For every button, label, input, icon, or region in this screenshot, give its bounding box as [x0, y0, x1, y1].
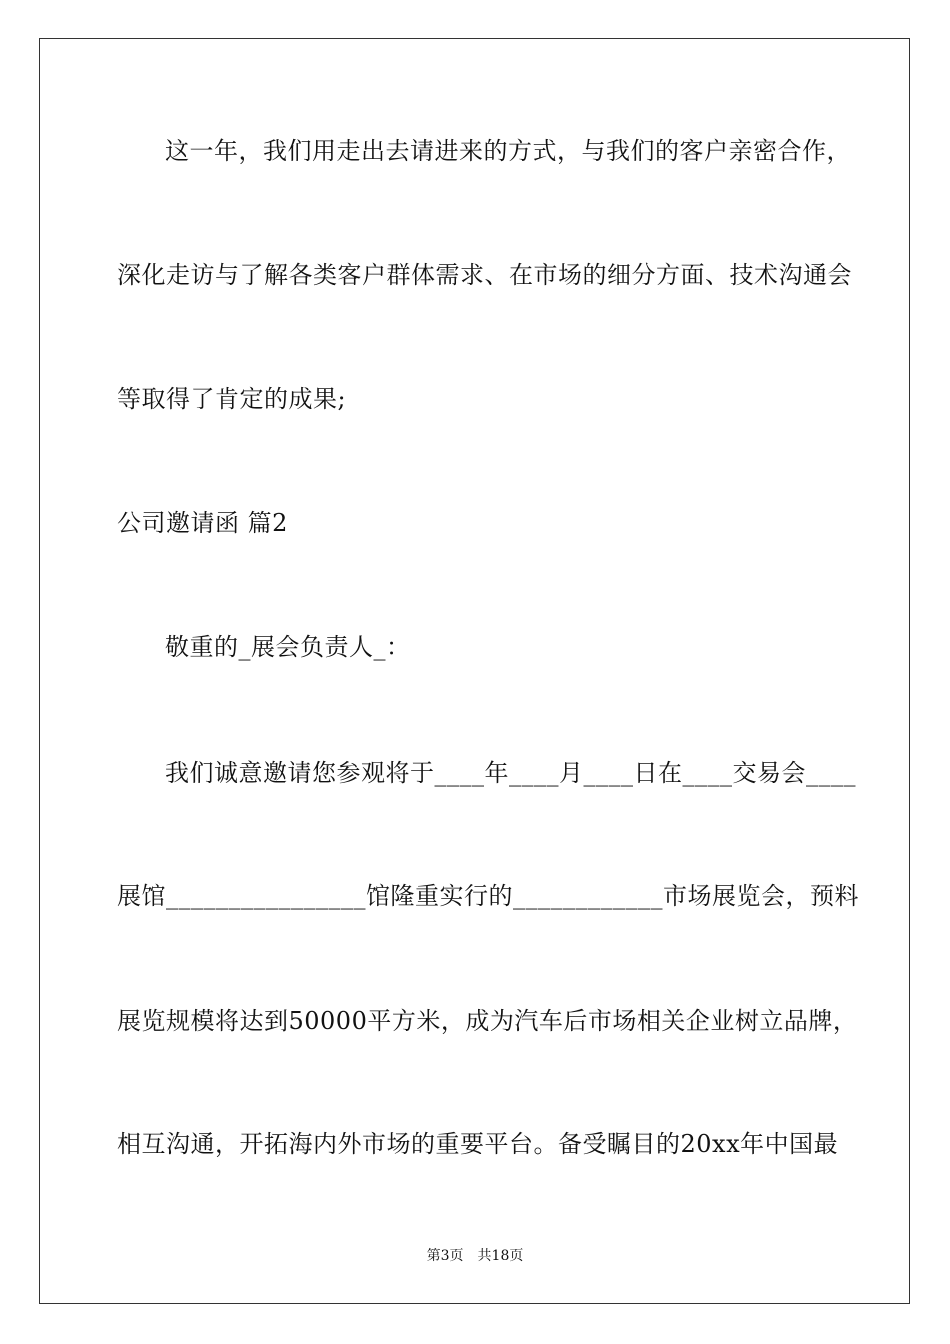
section-heading: 公司邀请函 篇2: [117, 509, 288, 537]
paragraph-line: 展览规模将达到50000平方米，成为汽车后市场相关企业树立品牌，: [117, 1007, 858, 1035]
page-number: 第3页: [426, 1248, 464, 1264]
paragraph-line: 深化走访与了解各类客户群体需求、在市场的细分方面、技术沟通会: [117, 261, 852, 289]
paragraph-line: 我们诚意邀请您参观将于____年____月____日在____交易会____: [165, 759, 856, 787]
paragraph-line: 相互沟通，开拓海内外市场的重要平台。备受瞩目的20xx年中国最: [117, 1130, 839, 1158]
salutation-line: 敬重的_展会负责人_：: [165, 633, 411, 661]
paragraph-line: 这一年，我们用走出去请进来的方式，与我们的客户亲密合作，: [165, 137, 851, 165]
paragraph-line: 展馆________________馆隆重实行的____________市场展览会，预料: [117, 882, 859, 910]
page-total: 共18页: [477, 1248, 524, 1264]
paragraph-line: 等取得了肯定的成果;: [117, 385, 347, 413]
page-footer: [0, 1247, 950, 1265]
page-border: [39, 38, 910, 1304]
